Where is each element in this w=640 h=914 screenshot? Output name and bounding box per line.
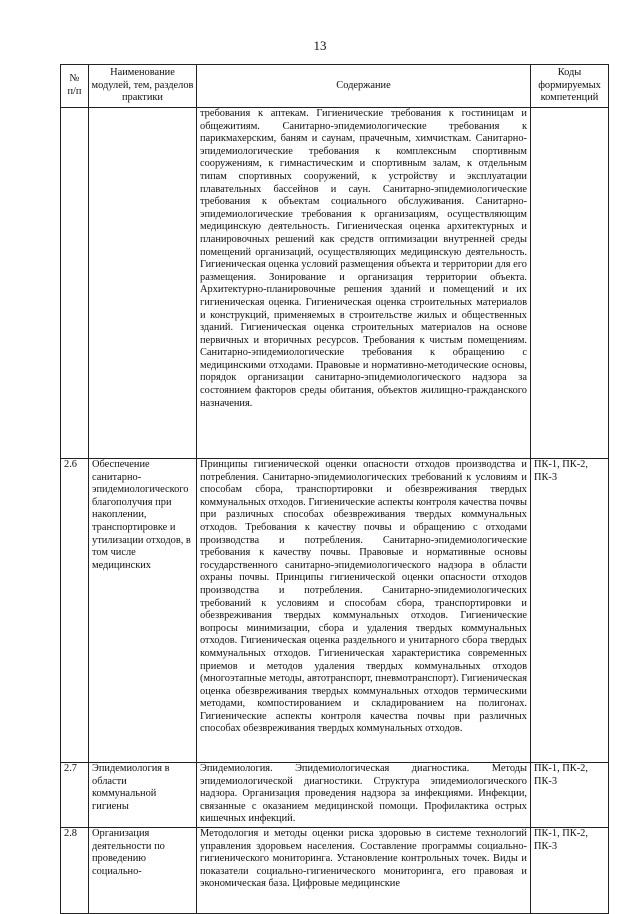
header-codes: Коды формируемых компетенций — [531, 65, 609, 108]
row-content: требования к аптекам. Гигиенические требования к гостиницам и общежитиям. Санитарно-эпидемиологические требования к парикмахерским, баням и саунам, прачечным, химчисткам. Санитарно-эпидемиологические требования к комплексным спортивным сооружениям, к гимнастическим и спортивным залам, к отдельным типам спортивных сооружений, к устройству и эксплуатации плавательных бассейнов и саун. Санитарно-эпидемиологические требования к объектам социального обслуживания. Санитарно-эпидемиологические требования к организациям, осуществляющим медицинскую деятельность. Гигиеническая оценка архитектурных и планировочных решений как средств оптимизации внутренней среды помещений организаций, осуществляющих медицинскую деятельность. Гигиеническая оценка условий размещения объекта и территории для его размещения. Зонирование и организация территории объекта. Архитектурно-планировочные решения зданий и помещений и их гигиеническая оценка. Гигиеническая оценка строительных материалов и конструкций, применяемых в строительстве жилых и общественных зданий. Гигиеническая оценка строительных материалов на основе первичных и вторичных ресурсов. Требования к чистым помещениям. Санитарно-эпидемиологические требования к обращению с медицинскими отходами. Правовые и нормативно-методические основы, порядок организации санитарно-эпидемиологического надзора за состоянием факторов среды обитания, объектов жилищно-гражданского назначения. — [197, 108, 531, 459]
header-name: Наименование модулей, тем, разделов практики — [89, 65, 197, 108]
row-codes — [531, 108, 609, 459]
table-row — [61, 459, 609, 763]
row-codes: ПК-1, ПК-2, ПК-3 — [531, 828, 609, 914]
row-num: 2.8 — [61, 828, 89, 914]
header-num: № п/п — [61, 65, 89, 108]
row-codes: ПК-1, ПК-2, ПК-3 — [531, 459, 609, 763]
row-content: Принципы гигиенической оценки опасности отходов производства и потребления. Санитарно-эпидемиологических требований к условиям и способам сбора, транспортировки и обезвреживания твердых коммунальных отходов. Гигиенические аспекты контроля качества почвы при различных способах обезвреживания твердых коммунальных отходов. Требования к качеству почвы и обращению с отходами производства и потребления. Санитарно-эпидемиологические требования к качеству почвы. Правовые и нормативные основы государственного санитарно-эпидемиологического надзора в области охраны почвы. Принципы гигиенической оценки опасности отходов производства и потребления. Санитарно-эпидемиологических требований к условиям и способам сбора, транспортировки и обезвреживания твердых коммунальных отходов. Гигиенические вопросы минимизации, сбора и удаления твердых коммунальных отходов. Гигиеническая оценка раздельного и унитарного сбора твердых коммунальных отходов. Гигиеническая характеристика современных приемов и методов удаления твердых коммунальных отходов (многоэтапные методы, автотранспорт, пневмотранспорт). Гигиеническая оценка обезвреживания твердых коммунальных отходов термическими методами, компостированием и складированием на полигонах. Гигиенические аспекты контроля качества почвы при различных способах обезвреживания твердых коммунальных отходов. — [197, 459, 531, 763]
table-row — [61, 763, 609, 828]
row-content: Эпидемиология. Эпидемиологическая диагностика. Методы эпидемиологической диагностики. Структура эпидемиологического надзора. Организация проведения надзора за инфекциями. Инфекции, связанные с оказанием медицинской помощи. Профилактика острых кишечных инфекций. — [197, 763, 531, 828]
row-name: Организация деятельности по проведению социально- — [89, 828, 197, 914]
row-codes: ПК-1, ПК-2, ПК-3 — [531, 763, 609, 828]
table-header-row — [61, 65, 609, 108]
page-number: 13 — [313, 38, 327, 53]
table-row — [61, 828, 609, 914]
row-num: 2.7 — [61, 763, 89, 828]
row-num: 2.6 — [61, 459, 89, 763]
header-content: Содержание — [197, 65, 531, 108]
row-name — [89, 108, 197, 459]
table-row — [61, 108, 609, 459]
curriculum-table — [60, 64, 609, 914]
row-name: Обеспечение санитарно-эпидемиологического благополучия при накоплении, транспортировке и утилизации отходов, в том числе медицинских — [89, 459, 197, 763]
row-name: Эпидемиология в области коммунальной гигиены — [89, 763, 197, 828]
row-num — [61, 108, 89, 459]
row-content: Методология и методы оценки риска здоровью в системе технологий управления здоровьем населения. Составление программы социально-гигиенического мониторинга. Установление контрольных точек. Виды и показатели социально-гигиенического мониторинга, его правовая и экономическая база. Цифровые медицинские — [197, 828, 531, 914]
